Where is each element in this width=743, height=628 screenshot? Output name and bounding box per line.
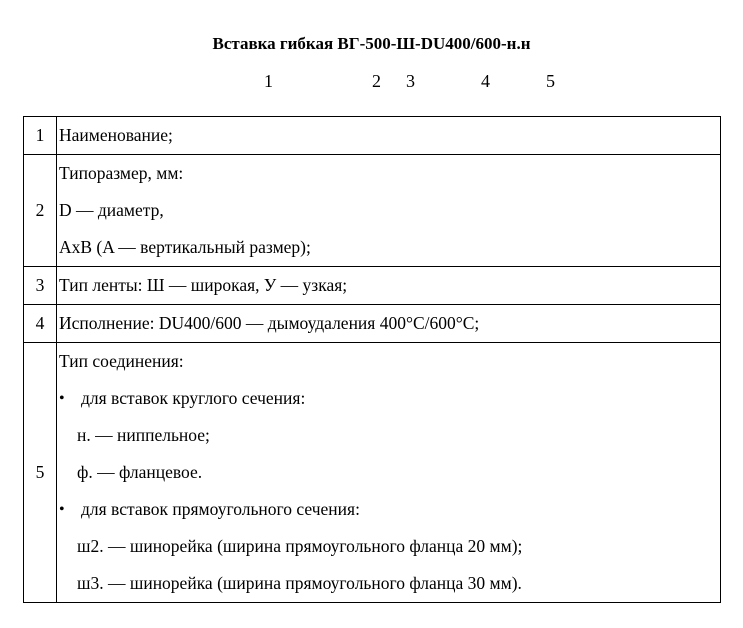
- sub-item: ш2. — шинорейка (ширина прямоугольного фланца 20 мм);: [77, 536, 523, 556]
- bullet-item: [59, 491, 720, 528]
- row-description: [57, 117, 721, 155]
- designation-table: [23, 116, 721, 603]
- table-row: [24, 267, 721, 305]
- legend-number-3: 3: [406, 71, 415, 91]
- description-line: Исполнение: DU400/600 — дымоудаления 400°С/600°С;: [59, 313, 480, 333]
- legend-number-2: 2: [372, 71, 381, 91]
- row-number: 5: [24, 343, 57, 603]
- document-title: Вставка гибкая ВГ-500-Ш-DU400/600-н.н: [212, 34, 531, 53]
- table-row: [24, 305, 721, 343]
- row-description: [57, 343, 721, 603]
- description-line: D — диаметр,: [59, 200, 164, 220]
- row-number: 3: [24, 267, 57, 305]
- sub-item: ш3. — шинорейка (ширина прямоугольного фланца 30 мм).: [77, 573, 522, 593]
- sub-item: ф. — фланцевое.: [77, 462, 203, 482]
- description-line: Тип соединения:: [59, 351, 184, 371]
- table-row: [24, 343, 721, 603]
- description-line: Типоразмер, мм:: [59, 163, 184, 183]
- legend-number-5: 5: [546, 71, 555, 91]
- legend-number-1: 1: [264, 71, 273, 91]
- description-line: AxB (A — вертикальный размер);: [59, 237, 311, 257]
- description-line: Тип ленты: Ш — широкая, У — узкая;: [59, 275, 348, 295]
- row-description: [57, 305, 721, 343]
- table-row: [24, 117, 721, 155]
- row-number: 4: [24, 305, 57, 343]
- sub-item: н. — ниппельное;: [77, 425, 210, 445]
- bullet-icon: •: [59, 390, 65, 407]
- row-description: [57, 267, 721, 305]
- table-row: [24, 155, 721, 267]
- bullet-icon: •: [59, 501, 65, 518]
- bullet-text: для вставок прямоугольного сечения:: [81, 499, 360, 519]
- row-number: 1: [24, 117, 57, 155]
- bullet-text: для вставок круглого сечения:: [81, 388, 306, 408]
- legend-number-4: 4: [481, 71, 490, 91]
- bullet-item: [59, 380, 720, 417]
- row-number: 2: [24, 155, 57, 267]
- description-line: Наименование;: [59, 125, 173, 145]
- row-description: [57, 155, 721, 267]
